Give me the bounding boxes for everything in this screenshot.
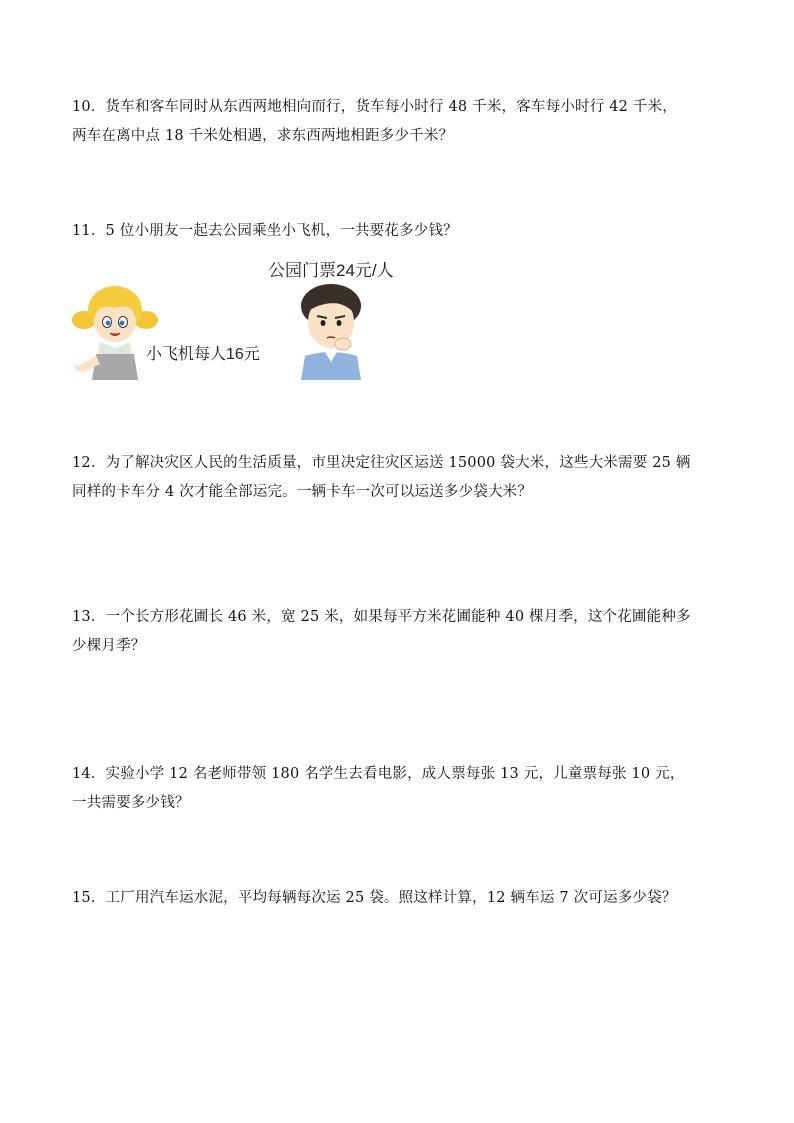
question-14-line-1: 14．实验小学 12 名老师带领 180 名学生去看电影，成人票每张 13 元，儿童票每张 10 元，	[72, 766, 685, 782]
question-10	[72, 93, 732, 151]
question-10-line-2: 两车在离中点 18 千米处相遇，求东西两地相距多少千米？	[72, 128, 454, 144]
question-13-line-2: 少棵月季？	[72, 638, 146, 654]
question-11-illustration	[72, 252, 412, 382]
question-14	[72, 760, 732, 818]
question-12-line-2: 同样的卡车分 4 次才能全部运完。一辆卡车一次可以运送多少袋大米？	[72, 484, 533, 500]
cartoon-girl-icon	[72, 282, 158, 380]
question-11	[72, 217, 732, 246]
question-11-line-1: 11．5 位小朋友一起去公园乘坐小飞机，一共要花多少钱？	[72, 223, 458, 239]
question-13	[72, 603, 732, 661]
park-ticket-label: 公园门票24元/人	[268, 261, 394, 280]
cartoon-boy-icon	[297, 282, 365, 380]
question-15	[72, 884, 732, 913]
question-14-line-2: 一共需要多少钱？	[72, 795, 190, 811]
plane-ride-label: 小飞机每人16元	[146, 346, 260, 363]
question-12-line-1: 12．为了解决灾区人民的生活质量，市里决定往灾区运送 15000 袋大米，这些大米需要 25 辆	[72, 455, 691, 471]
question-13-line-1: 13．一个长方形花圃长 46 米，宽 25 米，如果每平方米花圃能种 40 棵月季，这个花圃能种多	[72, 609, 691, 625]
question-12	[72, 449, 732, 507]
question-15-line-1: 15．工厂用汽车运水泥，平均每辆每次运 25 袋。照这样计算，12 辆车运 7 次可运多少袋？	[72, 890, 677, 906]
question-10-line-1: 10．货车和客车同时从东西两地相向而行，货车每小时行 48 千米，客车每小时行 42 千米，	[72, 99, 677, 115]
